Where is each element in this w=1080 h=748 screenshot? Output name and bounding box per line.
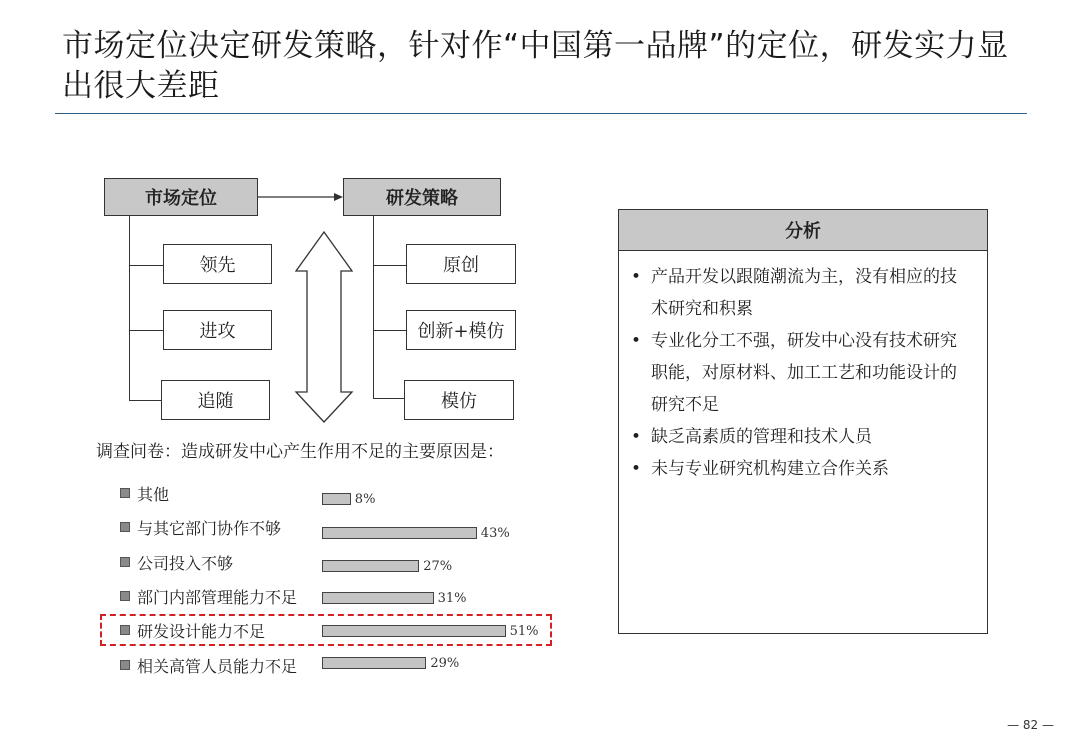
market-item-follow: 追随 xyxy=(161,380,270,420)
market-position-header: 市场定位 xyxy=(104,178,258,216)
market-item-attack: 进攻 xyxy=(163,310,272,350)
rd-item-imitate: 模仿 xyxy=(404,380,514,420)
bar-value-label: 31% xyxy=(437,591,467,606)
bar-value-label: 29% xyxy=(430,656,460,671)
analysis-list xyxy=(619,251,987,485)
survey-row-label: 研发设计能力不足 xyxy=(137,622,266,641)
bar-mark xyxy=(322,527,477,539)
survey-row-label: 其他 xyxy=(137,485,170,504)
rd-item-innovate-imitate: 创新+模仿 xyxy=(406,310,516,350)
survey-row-label: 部门内部管理能力不足 xyxy=(137,588,298,607)
page-number: — 82 — xyxy=(1007,718,1054,732)
analysis-bullet: • 未与专业研究机构建立合作关系 xyxy=(631,453,965,485)
bar-mark xyxy=(322,592,434,604)
bar-value-label: 43% xyxy=(480,526,510,541)
big-up-arrow-icon xyxy=(296,232,352,422)
legend-square-icon xyxy=(120,522,130,532)
rd-strategy-header: 研发策略 xyxy=(343,178,501,216)
market-item-lead: 领先 xyxy=(163,244,272,284)
legend-square-icon xyxy=(120,557,130,567)
survey-row-label: 与其它部门协作不够 xyxy=(137,519,282,538)
bar-value-label: 8% xyxy=(354,492,376,507)
rd-item-original: 原创 xyxy=(406,244,516,284)
bar-mark xyxy=(322,657,426,669)
arrowhead-icon xyxy=(334,193,343,201)
survey-title: 调查问卷：造成研发中心产生作用不足的主要原因是： xyxy=(96,442,504,462)
analysis-bullet: • 缺乏高素质的管理和技术人员 xyxy=(631,421,965,453)
bar-value-label: 27% xyxy=(423,559,453,574)
analysis-bullet: • 产品开发以跟随潮流为主，没有相应的技术研究和积累 xyxy=(631,261,965,325)
survey-row-label: 相关高管人员能力不足 xyxy=(137,657,298,676)
legend-square-icon xyxy=(120,591,130,601)
legend-square-icon xyxy=(120,488,130,498)
survey-row-label: 公司投入不够 xyxy=(137,554,234,573)
bar-value-label: 51% xyxy=(509,624,539,639)
bar-mark xyxy=(322,493,351,505)
analysis-bullet: • 专业化分工不强，研发中心没有技术研究职能，对原材料、加工工艺和功能设计的研究不足 xyxy=(631,325,965,421)
analysis-heading: 分析 xyxy=(619,210,987,251)
bar-mark xyxy=(322,560,419,572)
legend-square-icon xyxy=(120,660,130,670)
page-title: 市场定位决定研发策略，针对作“中国第一品牌”的定位，研发实力显出很大差距 xyxy=(62,28,1009,104)
analysis-panel xyxy=(618,209,988,634)
highlight-dashed-box xyxy=(100,614,552,646)
